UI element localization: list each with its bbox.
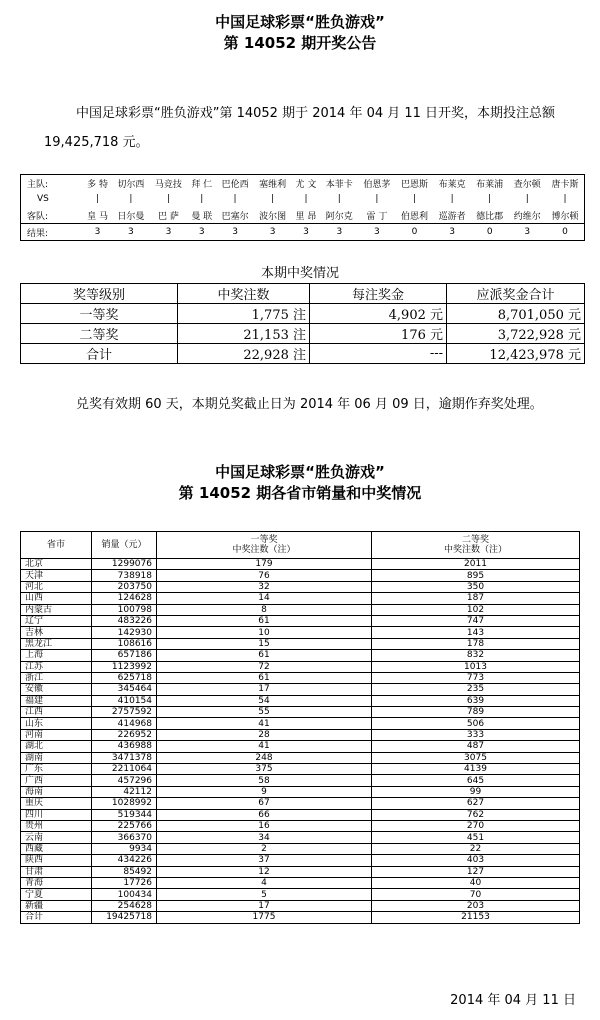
province-name: 黑龙江: [21, 638, 92, 649]
province-sales: 366370: [92, 832, 157, 843]
second-prize-count: 21153: [372, 912, 580, 923]
vs-divider: |: [450, 194, 454, 204]
province-sales: 414968: [92, 718, 157, 729]
table-row: [21, 900, 580, 911]
province-sales: 124628: [92, 593, 157, 604]
away-team: 皇 马: [87, 211, 108, 222]
prize-count: 22,928 注: [178, 344, 310, 364]
vs-divider: |: [304, 194, 308, 204]
table-row: [21, 843, 580, 854]
province-sales: 1123992: [92, 661, 157, 672]
vs-divider: |: [375, 194, 379, 204]
match-result: 0: [471, 224, 509, 241]
first-prize-count: 16: [157, 820, 372, 831]
vs-row: [21, 191, 585, 207]
second-prize-count: 832: [372, 650, 580, 661]
table-row: [21, 581, 580, 592]
province-name: 天津: [21, 570, 92, 581]
first-prize-count: 375: [157, 764, 372, 775]
home-team: 唐卡斯: [551, 179, 579, 190]
province-sales: 108616: [92, 638, 157, 649]
first-prize-count: 54: [157, 695, 372, 706]
home-team: 伯恩茅: [363, 179, 391, 190]
table-row: [21, 866, 580, 877]
province-name: 云南: [21, 832, 92, 843]
table-row: [21, 559, 580, 570]
table-row: [21, 786, 580, 797]
vs-divider: |: [166, 194, 170, 204]
province-name: 合计: [21, 912, 92, 923]
second-prize-count: 506: [372, 718, 580, 729]
first-prize-count: 41: [157, 718, 372, 729]
province-name: 宁夏: [21, 889, 92, 900]
province-name: 贵州: [21, 820, 92, 831]
col-header-sales: 销量（元）: [92, 532, 157, 559]
province-name: 内蒙古: [21, 604, 92, 615]
second-prize-count: 40: [372, 877, 580, 888]
province-sales: 19425718: [92, 912, 157, 923]
province-name: 上海: [21, 650, 92, 661]
province-sales: 225766: [92, 820, 157, 831]
first-prize-count: 61: [157, 650, 372, 661]
second-prize-count: 487: [372, 741, 580, 752]
table-row: [21, 718, 580, 729]
prize-level: 合计: [21, 344, 178, 364]
away-team: 伯恩利: [400, 211, 428, 222]
first-prize-count: 8: [157, 604, 372, 615]
first-prize-count: 9: [157, 786, 372, 797]
second-prize-count: 451: [372, 832, 580, 843]
match-result: 3: [254, 224, 292, 241]
prize-row: [21, 344, 585, 364]
province-name: 浙江: [21, 672, 92, 683]
second-prize-count: 1013: [372, 661, 580, 672]
province-name: 辽宁: [21, 615, 92, 626]
province-sales: 657186: [92, 650, 157, 661]
result-row: [21, 224, 585, 241]
match-result: 3: [358, 224, 396, 241]
prize-count: 21,153 注: [178, 324, 310, 344]
province-sales: 100434: [92, 889, 157, 900]
away-team: 里 昂: [295, 211, 317, 222]
match-result: 3: [433, 224, 471, 241]
col-header-second: [372, 532, 580, 559]
first-prize-count: 37: [157, 855, 372, 866]
away-team: 曼 联: [191, 211, 213, 222]
province-name: 广东: [21, 764, 92, 775]
table-row: [21, 627, 580, 638]
province-sales: 254628: [92, 900, 157, 911]
province-sales: 738918: [92, 570, 157, 581]
table-row: [21, 889, 580, 900]
second-prize-count: 773: [372, 672, 580, 683]
province-name: 山西: [21, 593, 92, 604]
province-name: 重庆: [21, 798, 92, 809]
province-name: 江西: [21, 707, 92, 718]
vs-divider: |: [200, 194, 204, 204]
table-row: [21, 832, 580, 843]
away-team: 巡游者: [438, 211, 466, 222]
second-prize-count: 403: [372, 855, 580, 866]
province-name: 四川: [21, 809, 92, 820]
table-row: [21, 638, 580, 649]
first-prize-count: 32: [157, 581, 372, 592]
first-prize-count: 34: [157, 832, 372, 843]
prize-total: 12,423,978 元: [447, 344, 585, 364]
table-row: [21, 912, 580, 923]
match-result: 0: [396, 224, 434, 241]
announcement-title: [0, 12, 600, 54]
province-sales: 483226: [92, 615, 157, 626]
section2-title-line-2: 第 14052 期各省市销量和中奖情况: [178, 484, 422, 502]
intro-paragraph: 中国足球彩票“胜负游戏”第 14052 期于 2014 年 04 月 11 日开奖，本期投注总额 19,425,718 元。: [44, 106, 556, 150]
second-prize-count: 143: [372, 627, 580, 638]
prize-table: [20, 283, 585, 364]
prize-header-row: [21, 284, 585, 304]
match-result: 3: [508, 224, 546, 241]
province-header-row: [21, 532, 580, 559]
province-name: 湖北: [21, 741, 92, 752]
province-name: 福建: [21, 695, 92, 706]
second-prize-count: 187: [372, 593, 580, 604]
match-result: 3: [112, 224, 150, 241]
away-label: 客队:: [27, 211, 49, 222]
away-team: 巴 萨: [158, 211, 179, 222]
home-team: 拜 仁: [191, 179, 213, 190]
home-team: 塞维利: [259, 179, 287, 190]
province-sales: 434226: [92, 855, 157, 866]
home-team: 切尔西: [117, 179, 145, 190]
vs-divider: |: [96, 194, 100, 204]
match-result: 3: [187, 224, 216, 241]
province-sales: 142930: [92, 627, 157, 638]
second-prize-count: 235: [372, 684, 580, 695]
table-row: [21, 684, 580, 695]
vs-divider: |: [488, 194, 492, 204]
col-header-province: 省市: [21, 532, 92, 559]
section2-title-line-1: 中国足球彩票“胜负游戏”: [215, 463, 385, 481]
second-prize-count: 350: [372, 581, 580, 592]
vs-divider: |: [337, 194, 341, 204]
first-prize-count: 17: [157, 900, 372, 911]
province-name: 甘肃: [21, 866, 92, 877]
province-sales: 625718: [92, 672, 157, 683]
home-row: [21, 175, 585, 192]
second-prize-count: 645: [372, 775, 580, 786]
second-prize-count: 22: [372, 843, 580, 854]
table-row: [21, 695, 580, 706]
first-prize-count: 61: [157, 672, 372, 683]
prize-level: 一等奖: [21, 304, 178, 324]
prize-per: 176 元: [310, 324, 447, 344]
col-header-first: [157, 532, 372, 559]
second-prize-count: 4139: [372, 764, 580, 775]
province-name: 安徽: [21, 684, 92, 695]
title-line-2: 第 14052 期开奖公告: [223, 34, 377, 52]
home-label: 主队:: [27, 179, 49, 190]
footer-date: 2014 年 04 月 11 日: [450, 993, 576, 1008]
second-prize-count: 270: [372, 820, 580, 831]
away-team: 雷 丁: [366, 211, 388, 222]
col-header-per: 每注奖金: [310, 284, 447, 304]
province-sales: 42112: [92, 786, 157, 797]
first-prize-count: 4: [157, 877, 372, 888]
vs-divider: |: [271, 194, 275, 204]
first-header-line-2: 中奖注数（注）: [232, 545, 296, 555]
province-table-body: [21, 559, 580, 924]
province-name: 北京: [21, 559, 92, 570]
first-prize-count: 10: [157, 627, 372, 638]
province-sales: 100798: [92, 604, 157, 615]
prize-total: 8,701,050 元: [447, 304, 585, 324]
table-row: [21, 661, 580, 672]
province-sales: 519344: [92, 809, 157, 820]
match-result: 3: [216, 224, 254, 241]
province-name: 西藏: [21, 843, 92, 854]
home-team: 巴恩斯: [400, 179, 428, 190]
province-sales: 3471378: [92, 752, 157, 763]
home-team: 尤 文: [295, 179, 317, 190]
second-header-line-1: 二等奖: [461, 535, 489, 545]
prize-row: [21, 324, 585, 344]
prize-level: 二等奖: [21, 324, 178, 344]
second-prize-count: 762: [372, 809, 580, 820]
away-team: 约维尔: [513, 211, 541, 222]
vs-label: VS: [37, 194, 49, 204]
first-prize-count: 55: [157, 707, 372, 718]
province-sales: 1028992: [92, 798, 157, 809]
province-name: 吉林: [21, 627, 92, 638]
second-prize-count: 747: [372, 615, 580, 626]
province-name: 青海: [21, 877, 92, 888]
table-row: [21, 809, 580, 820]
away-team: 德比郡: [476, 211, 504, 222]
table-row: [21, 570, 580, 581]
table-row: [21, 615, 580, 626]
away-row: [21, 207, 585, 224]
col-header-count: 中奖注数: [178, 284, 310, 304]
vs-divider: |: [525, 194, 529, 204]
first-prize-count: 1775: [157, 912, 372, 923]
table-row: [21, 741, 580, 752]
table-row: [21, 764, 580, 775]
match-result: 3: [321, 224, 359, 241]
prize-count: 1,775 注: [178, 304, 310, 324]
first-prize-count: 12: [157, 866, 372, 877]
province-sales: 345464: [92, 684, 157, 695]
vs-divider: |: [129, 194, 133, 204]
table-row: [21, 672, 580, 683]
province-name: 海南: [21, 786, 92, 797]
province-sales: 17726: [92, 877, 157, 888]
province-sales: 457296: [92, 775, 157, 786]
province-sales: 9934: [92, 843, 157, 854]
result-label: 结果:: [21, 224, 84, 241]
province-name: 新疆: [21, 900, 92, 911]
province-name: 陕西: [21, 855, 92, 866]
province-sales: 1299076: [92, 559, 157, 570]
prize-total: 3,722,928 元: [447, 324, 585, 344]
col-header-total: 应派奖金合计: [447, 284, 585, 304]
second-prize-count: 70: [372, 889, 580, 900]
home-team: 本菲卡: [325, 179, 353, 190]
col-header-level: 奖等级别: [21, 284, 178, 304]
away-team: 巴塞尔: [221, 211, 249, 222]
table-row: [21, 707, 580, 718]
prize-table-caption: 本期中奖情况: [260, 266, 339, 281]
prize-row: [21, 304, 585, 324]
home-team: 马竞技: [154, 179, 182, 190]
match-result: 3: [83, 224, 112, 241]
match-result: 3: [291, 224, 320, 241]
section2-title: [0, 462, 600, 504]
away-team: 日尔曼: [117, 211, 145, 222]
second-prize-count: 3075: [372, 752, 580, 763]
first-prize-count: 67: [157, 798, 372, 809]
province-sales: 436988: [92, 741, 157, 752]
claim-notice: 兑奖有效期 60 天，本期兑奖截止日为 2014 年 06 月 09 日，逾期作弃奖处理。: [76, 397, 543, 412]
province-table: [20, 531, 580, 924]
home-team: 布莱克: [438, 179, 466, 190]
table-row: [21, 604, 580, 615]
table-row: [21, 729, 580, 740]
first-prize-count: 76: [157, 570, 372, 581]
title-line-1: 中国足球彩票“胜负游戏”: [215, 13, 385, 31]
province-name: 江苏: [21, 661, 92, 672]
second-prize-count: 99: [372, 786, 580, 797]
second-prize-count: 178: [372, 638, 580, 649]
table-row: [21, 593, 580, 604]
province-sales: 226952: [92, 729, 157, 740]
first-prize-count: 15: [157, 638, 372, 649]
prize-per: 4,902 元: [310, 304, 447, 324]
first-prize-count: 61: [157, 615, 372, 626]
first-header-line-1: 一等奖: [250, 535, 278, 545]
match-result: 0: [546, 224, 584, 241]
second-prize-count: 127: [372, 866, 580, 877]
province-sales: 203750: [92, 581, 157, 592]
match-result: 3: [150, 224, 188, 241]
table-row: [21, 775, 580, 786]
home-team: 布莱浦: [476, 179, 504, 190]
home-team: 查尔顿: [513, 179, 541, 190]
away-team: 阿尔克: [325, 211, 353, 222]
first-prize-count: 72: [157, 661, 372, 672]
first-prize-count: 2: [157, 843, 372, 854]
table-row: [21, 798, 580, 809]
province-name: 湖南: [21, 752, 92, 763]
table-row: [21, 752, 580, 763]
second-prize-count: 333: [372, 729, 580, 740]
province-name: 河南: [21, 729, 92, 740]
vs-divider: |: [563, 194, 567, 204]
home-team: 多 特: [87, 179, 108, 190]
second-prize-count: 102: [372, 604, 580, 615]
first-prize-count: 14: [157, 593, 372, 604]
province-sales: 2757592: [92, 707, 157, 718]
first-prize-count: 66: [157, 809, 372, 820]
province-name: 广西: [21, 775, 92, 786]
first-prize-count: 179: [157, 559, 372, 570]
first-prize-count: 28: [157, 729, 372, 740]
province-name: 山东: [21, 718, 92, 729]
away-team: 博尔顿: [551, 211, 579, 222]
prize-per: ---: [310, 344, 447, 364]
home-team: 巴伦西: [221, 179, 249, 190]
province-sales: 2211064: [92, 764, 157, 775]
first-prize-count: 5: [157, 889, 372, 900]
vs-divider: |: [233, 194, 237, 204]
province-sales: 410154: [92, 695, 157, 706]
table-row: [21, 855, 580, 866]
second-header-line-2: 中奖注数（注）: [443, 545, 507, 555]
first-prize-count: 58: [157, 775, 372, 786]
first-prize-count: 17: [157, 684, 372, 695]
second-prize-count: 639: [372, 695, 580, 706]
province-name: 河北: [21, 581, 92, 592]
second-prize-count: 627: [372, 798, 580, 809]
second-prize-count: 2011: [372, 559, 580, 570]
second-prize-count: 203: [372, 900, 580, 911]
first-prize-count: 248: [157, 752, 372, 763]
province-sales: 85492: [92, 866, 157, 877]
first-prize-count: 41: [157, 741, 372, 752]
away-team: 波尔图: [259, 211, 287, 222]
second-prize-count: 895: [372, 570, 580, 581]
vs-divider: |: [412, 194, 417, 204]
table-row: [21, 820, 580, 831]
second-prize-count: 789: [372, 707, 580, 718]
match-table: [20, 174, 585, 241]
table-row: [21, 650, 580, 661]
table-row: [21, 877, 580, 888]
